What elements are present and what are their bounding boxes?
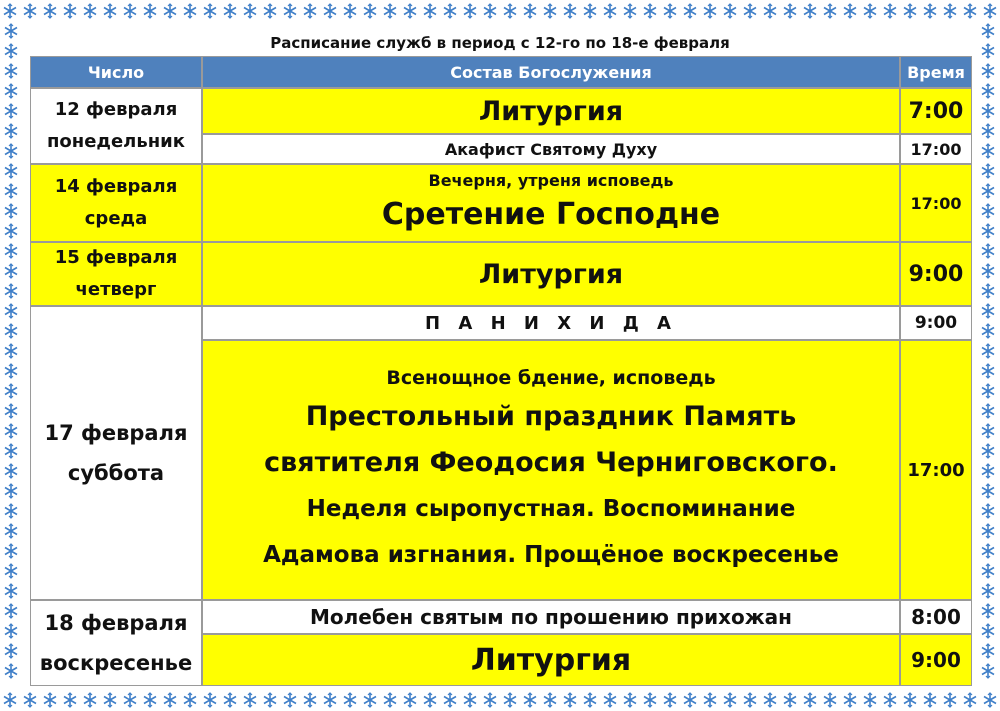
service-line: Адамова изгнания. Прощёное воскресенье (263, 542, 839, 568)
day-date-cell (30, 600, 202, 686)
service-cell: Молебен святым по прошению прихожан (202, 600, 900, 634)
page-title: Расписание служб в период с 12-го по 18-е февраля (270, 34, 730, 52)
service-cell (202, 164, 900, 242)
service-cell: Акафист Святому Духу (202, 134, 900, 164)
header-date: Число (30, 56, 202, 88)
time-cell: 17:00 (900, 164, 972, 242)
day-date-cell (30, 242, 202, 306)
time-cell: 8:00 (900, 600, 972, 634)
time-cell: 9:00 (900, 242, 972, 306)
date: 17 февраля (44, 421, 188, 445)
weekday: суббота (67, 461, 165, 485)
date: 15 февраля (54, 247, 178, 268)
service-cell: Литургия (202, 634, 900, 686)
weekday: воскресенье (39, 651, 193, 675)
day-date-cell (30, 164, 202, 242)
time-cell: 9:00 (900, 306, 972, 340)
weekday: среда (84, 208, 148, 229)
date: 14 февраля (54, 176, 178, 197)
weekday: понедельник (46, 131, 186, 152)
feast-title: Престольный праздник Память (305, 401, 797, 432)
service-line: Неделя сыропустная. Воспоминание (306, 496, 796, 522)
time-cell: 17:00 (900, 340, 972, 600)
time-cell: 7:00 (900, 88, 972, 134)
service-cell: П А Н И Х И Д А (202, 306, 900, 340)
header-time: Время (900, 56, 972, 88)
service-cell: Литургия (202, 88, 900, 134)
date: 18 февраля (44, 611, 188, 635)
header-service: Состав Богослужения (202, 56, 900, 88)
service-line: Всенощное бдение, исповедь (386, 367, 716, 389)
service-line: Вечерня, утреня исповедь (428, 171, 674, 190)
service-cell: Литургия (202, 242, 900, 306)
time-cell: 9:00 (900, 634, 972, 686)
feast-title: Сретение Господне (381, 197, 721, 232)
weekday: четверг (75, 279, 157, 300)
time-cell: 17:00 (900, 134, 972, 164)
feast-title: святителя Феодосия Черниговского. (264, 447, 838, 478)
day-date-cell (30, 88, 202, 164)
service-cell (202, 340, 900, 600)
date: 12 февраля (54, 99, 178, 120)
day-date-cell (30, 306, 202, 600)
